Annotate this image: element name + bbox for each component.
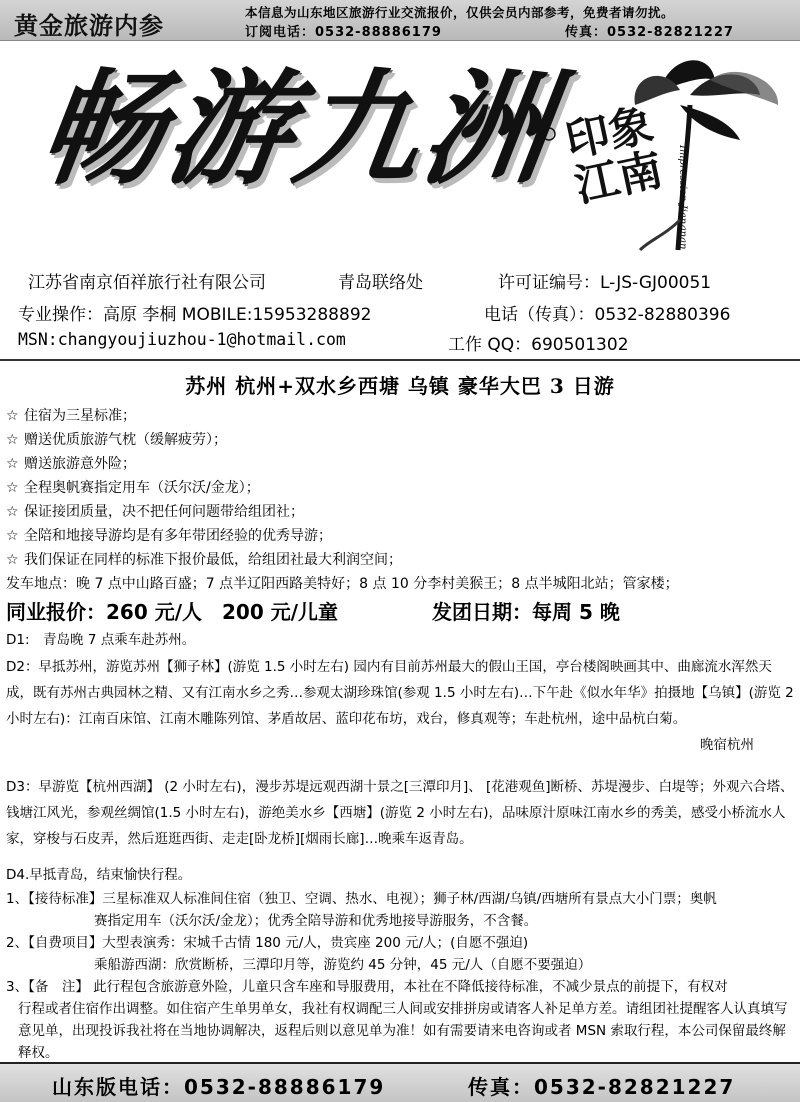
star-icon: ☆ <box>6 480 19 496</box>
star-icon: ☆ <box>6 552 19 568</box>
feature-text: 全陪和地接导游均是有多年带团经验的优秀导游； <box>24 528 332 544</box>
header-fax: 传真：0532-82821227 <box>565 25 734 40</box>
footer-phone: 山东版电话：0532-88886179 <box>52 1075 386 1099</box>
divider <box>0 359 800 361</box>
operator-info: 专业操作：高原 李桐 MOBILE:15953288892 <box>18 305 372 325</box>
logo-seal-text: 印象江南 <box>561 99 668 213</box>
note2-tail: 乘船游西湖：欣赏断桥，三潭印月等，游览约 45 分钟，45 元/人（自愿不要强迫） <box>94 957 592 973</box>
office-name: 青岛联络处 <box>338 273 423 293</box>
day2-stay: 晚宿杭州 <box>700 737 754 753</box>
impression-jiangnan-logo <box>540 50 790 255</box>
note3-tail: 行程或者住宿作出调整。如住宿产生单男单女，我社有权调配三人间或安排拼房或请客人补足单方差。请组团社提醒客人认真填写意见单，出现投诉我社将在当地协调解决，返程后则以意见单为准！如有需要请来电咨询或者 MSN 索取行程，本公司保留最终解释权。 <box>18 1001 788 1061</box>
note2-head: 2、【自费项目】大型表演秀：宋城千古情 180 元/人，贵宾座 200 元/人；(自愿不强迫) <box>6 935 529 951</box>
footer-fax: 传真：0532-82821227 <box>468 1075 736 1099</box>
feature-item <box>6 453 136 473</box>
feature-text: 赠送旅游意外险； <box>24 456 136 472</box>
itinerary-day3: D3：早游览【杭州西湖】 (2 小时左右)，漫步苏堤远观西湖十景之[三潭印月]、 [花港观鱼]断桥、苏堤漫步、白堤等；外观六合塔、钱塘江风光，参观丝绸馆(1.5 小时左右)，游绝美水乡【西塘】(游览 2 小时左右)，品味原汁原味江南水乡的秀美，感受小桥流水人家，穿梭与石皮弄，然后逛逛西街、走走[卧龙桥][烟雨长廊]…晚乘车返青岛。 <box>6 779 794 847</box>
brand-title: 黄金旅游内参 <box>14 12 164 40</box>
departure-locations: 发车地点：晚 7 点中山路百盛；7 点半辽阳西路美特好；8 点 10 分李村美猴王；8 点半城阳北站；管家楼； <box>6 576 679 592</box>
feature-item <box>6 549 402 569</box>
msn-contact: MSN:changyoujiuzhou-1@hotmail.com <box>18 330 346 349</box>
itinerary-day2 <box>6 654 794 758</box>
note3-head: 3、【备 注】 此行程包含旅游意外险，儿童只含车座和导服费用，本社在不降低接待标准，不减少景点的前提下，有权对 <box>6 979 728 995</box>
star-icon: ☆ <box>6 408 19 424</box>
note-optional-items <box>6 932 794 976</box>
note1-tail: 赛指定用车（沃尔沃/金龙）；优秀全陪导游和优秀地接导游服务，不含餐。 <box>94 913 538 929</box>
day2-text: D2：早抵苏州，游览苏州【狮子林】(游览 1.5 小时左右) 园内有目前苏州最大的假山王国，亭台楼阁映画其中、曲廊流水浑然天成，既有苏州古典园林之精、又有江南水乡之秀…参观太湖珍珠馆(参观 1.5 小时左右)…下午赴《似水年华》拍摄地【乌镇】(游览 2 小时左右)：江南百床馆、江南木雕陈列馆、茅盾故居、蓝印花布坊，戏台，修真观等；车赴杭州，途中品杭白菊。 <box>6 659 794 727</box>
feature-item <box>6 501 304 521</box>
itinerary-day4: D4.早抵青岛，结束愉快行程。 <box>6 867 192 883</box>
itinerary-day1: D1: 青岛晚 7 点乘车赴苏州。 <box>6 632 196 648</box>
departure-date: 发团日期：每周 5 晚 <box>432 600 620 624</box>
feature-text: 住宿为三星标准； <box>24 408 136 424</box>
header-notice: 本信息为山东地区旅游行业交流报价，仅供会员内部参考，免费者请勿扰。 <box>245 5 675 20</box>
qq-contact: 工作 QQ：690501302 <box>448 335 629 355</box>
phone-fax: 电话（传真）：0532-82880396 <box>484 305 731 325</box>
footer-bar <box>0 1062 800 1102</box>
star-icon: ☆ <box>6 432 19 448</box>
feature-item <box>6 477 260 497</box>
header-contact <box>245 21 734 40</box>
star-icon: ☆ <box>6 456 19 472</box>
star-icon: ☆ <box>6 528 19 544</box>
feature-item <box>6 405 136 425</box>
note-reception-standard <box>6 888 794 932</box>
feature-text: 赠送优质旅游气枕（缓解疲劳）； <box>24 432 227 448</box>
logo-script: Impression Jiangnan <box>677 145 688 250</box>
feature-text: 保证接团质量，决不把任何问题带给组团社； <box>24 504 304 520</box>
feature-item <box>6 429 227 449</box>
note1-head: 1、【接待标准】三星标准双人标准间住宿（独卫、空调、热水、电视）；狮子林/西湖/乌镇/西塘所有景点大小门票；奥帆 <box>6 891 717 907</box>
tour-title: 苏州 杭州+双水乡西塘 乌镇 豪华大巴 3 日游 <box>185 374 615 398</box>
star-icon: ☆ <box>6 504 19 520</box>
feature-item <box>6 525 332 545</box>
note-remarks <box>6 976 794 1064</box>
feature-text: 我们保证在同样的标准下报价最低，给组团社最大利润空间； <box>24 552 402 568</box>
order-phone: 订阅电话：0532-88886179 <box>245 25 442 40</box>
header-bar <box>0 0 800 41</box>
feature-text: 全程奥帆赛指定用车（沃尔沃/金龙）； <box>24 480 260 496</box>
main-title: 畅游九洲 <box>29 57 563 202</box>
trade-price: 同业报价：260 元/人 200 元/儿童 <box>6 600 339 624</box>
company-name: 江苏省南京佰祥旅行社有限公司 <box>28 273 266 293</box>
license-number: 许可证编号：L-JS-GJ00051 <box>498 273 712 293</box>
